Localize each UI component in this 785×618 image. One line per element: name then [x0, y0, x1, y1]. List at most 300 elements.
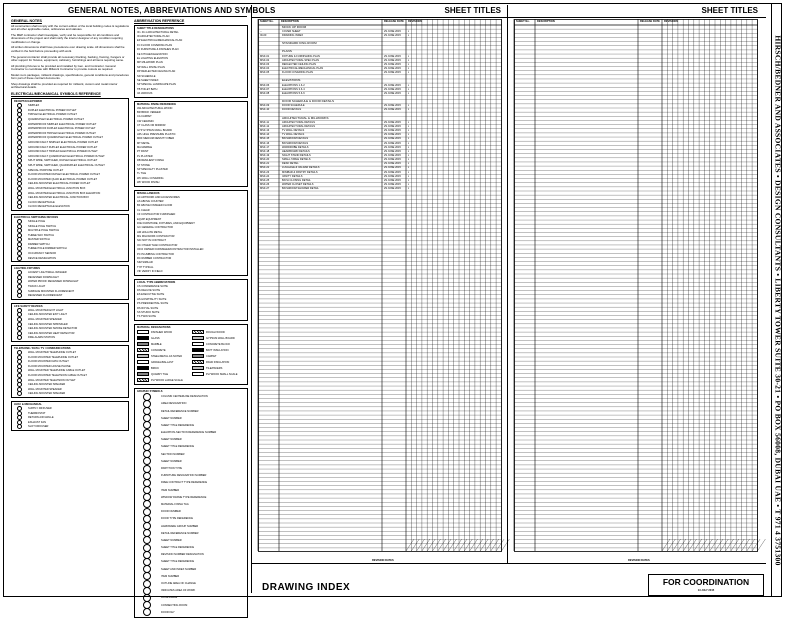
electrical-group-heading: HVAC & MECHANICAL — [14, 403, 42, 407]
abbrev-group-box — [134, 101, 248, 187]
abbrev-row — [137, 443, 245, 450]
material-swatch — [192, 360, 204, 365]
abbrev-label: SHEET TITLE REFERENCE — [161, 546, 195, 550]
release-date: 29 JUNE 2015 — [384, 104, 401, 108]
abbrev-row — [137, 508, 245, 515]
material-label: CONCRETE — [151, 348, 166, 352]
sheet-description: ELEVATIONS 5 & 6 — [282, 91, 305, 95]
revision-date-slash — [496, 539, 504, 551]
release-date: 29 JUNE 2015 — [384, 166, 401, 170]
revision-mark: x — [408, 166, 410, 170]
revision-date-slash — [752, 539, 760, 551]
abbrev-label: MP MILLWORK PLAN — [137, 61, 163, 65]
revision-date-slash — [673, 539, 681, 551]
abbrev-row — [137, 573, 245, 580]
sheet-description: BATHROOM DETAILS — [282, 141, 309, 145]
symbol-label: CEILING MOUNTED SPEAKER — [28, 383, 66, 387]
electrical-heading: ELECTRICAL/MECHANICAL SYMBOLS REFERENCE — [11, 92, 101, 97]
abbrev-row — [137, 580, 245, 587]
sheet-number: MSF-23 — [260, 170, 270, 174]
sheet-description: VANITY DETAILS — [282, 174, 303, 178]
material-swatch — [137, 378, 149, 383]
release-date: 29 JUNE 2015 — [384, 91, 401, 95]
firm-banner-text: HIRSCH/BEDNER AND ASSOCIATES • DESIGN CONSULTANTS • LIBERTY TOWER SUITE 30-21 • PO BOX 56008, DUBAI UAE • T 971 4 3751300 — [773, 34, 783, 566]
symbol-label: WATERPROOF TRIPLEX ELECTRICAL POWER OUTLET — [28, 131, 96, 135]
revision-mark: x — [408, 178, 410, 182]
symbol-row — [14, 256, 126, 261]
abbrev-label: ID • ID-1 ARCHITECTURAL DETAIL — [137, 30, 179, 34]
abbrev-label: CA CARPET — [137, 115, 152, 119]
release-date: 29 JUNE 2015 — [384, 54, 401, 58]
material-row — [192, 371, 245, 377]
sheet-description: DOOR SCHEDULE — [282, 104, 305, 108]
symbol-label: WATERPROOF QUADRUPLEX ELECTRICAL POWER OUTLET — [28, 136, 103, 140]
symbol-label: TRIPLEX ELECTRICAL POWER OUTLET — [28, 113, 77, 117]
sheet-number: MSF-27 — [260, 187, 270, 191]
revision-date-slash — [480, 539, 488, 551]
material-label: ROUGH WOOD — [206, 330, 225, 334]
index-row — [258, 186, 502, 190]
abbrev-label: SECTION NUMBER — [161, 452, 185, 456]
sheet-description: ELEVATIONS 3 & 4 — [282, 87, 305, 91]
sheet-number: MSF-10 — [260, 108, 270, 112]
revision-date-slash — [470, 539, 478, 551]
abbrev-label: PS PRESIDENTIAL SUITE — [137, 302, 169, 306]
material-swatch — [137, 354, 149, 359]
symbol-label: THREE WAY SWITCH — [28, 233, 55, 237]
general-note: Model room packages, millwork drawings, specifications, general conditions and procedures form part of these contract documents. — [11, 72, 129, 81]
electrical-group-box — [11, 265, 129, 300]
abbrev-label: ELEVATION-SECTION REFERENCE NUMBER — [161, 431, 217, 435]
abbrev-group-box — [134, 25, 248, 98]
revision-mark: x — [408, 145, 410, 149]
abbrev-row — [137, 472, 245, 479]
symbol-label: WALL MOUNTED TELEPHONE OUTLET — [28, 350, 77, 354]
sheet-number: MSF-25 — [260, 178, 270, 182]
electrical-group-box — [11, 401, 129, 431]
index-right-header — [514, 19, 758, 25]
release-date: 29 JUNE 2015 — [384, 182, 401, 186]
sheet-number: MSF-22 — [260, 166, 270, 170]
symbol-row — [14, 392, 126, 397]
release-date: 29 JUNE 2015 — [384, 67, 401, 70]
revision-mark: x — [408, 149, 410, 153]
notes-right-column — [134, 19, 248, 614]
symbol-label: WALL MOUNTED TELEVISION OUTLET — [28, 378, 76, 382]
material-label: GLASS — [151, 336, 160, 340]
abbrev-row — [137, 465, 245, 472]
abbrev-label: HPL HIGH PRESSURE PLASTIC — [137, 132, 176, 136]
revision-date-slash — [742, 539, 750, 551]
abbrev-row — [137, 315, 245, 319]
abbrev-label: SHEET AND INDEX NUMBER — [161, 567, 197, 571]
index-left-title-rule — [252, 17, 507, 18]
revision-date-slash — [678, 539, 686, 551]
abbrev-row — [137, 407, 245, 414]
symbol-label: RETURN AIR GRILLE — [28, 416, 54, 420]
index-right-grid — [514, 19, 758, 563]
revision-mark: x — [408, 33, 410, 37]
revision-date-slash — [427, 539, 435, 551]
abbrev-label: TL TILE — [137, 172, 147, 176]
sheet-description: LUGGAGE & VALDAR DETAILS — [282, 166, 320, 170]
sheet-description: WATER CLOSET DETAILS — [282, 182, 314, 186]
material-label: STEEL/METAL AS NOTED — [151, 354, 183, 358]
revision-date-slash — [704, 539, 712, 551]
symbol-label: CEILING MOUNTED SPRINKLER — [28, 322, 68, 326]
symbol-label: CEILING MOUNTED ELECTRICAL JUNCTION BOX — [28, 196, 89, 200]
revision-mark: x — [408, 54, 410, 58]
abbrev-group-box — [134, 190, 248, 276]
abbrev-label: VIF VERIFY IN FIELD — [137, 270, 163, 274]
sheet-number: MSF-13 — [260, 129, 270, 133]
sheet-description: DESK DETAIL — [282, 162, 299, 166]
material-label: FINISHED WOOD — [151, 330, 173, 334]
material-swatch — [137, 366, 149, 371]
sheet-number: MSF-04 — [260, 67, 270, 70]
revision-mark: x — [408, 153, 410, 157]
material-label: RIGID INSULATION — [206, 360, 230, 364]
sheet-description: TV WALL DETAILS — [282, 133, 305, 137]
abbrev-row — [137, 558, 245, 565]
revision-mark: x — [408, 133, 410, 137]
abbrev-row — [137, 422, 245, 429]
electrical-group-heading: RECEPTACLE/POWER — [14, 100, 42, 104]
abbrev-label: FURNITURE DESIGNATION NUMBER — [161, 474, 207, 478]
abbrev-row — [137, 181, 245, 185]
abbrev-label: WINDOW FRAME TYPE REFERENCE — [161, 495, 207, 499]
symbol-icon — [17, 204, 22, 209]
electrical-group-box — [11, 303, 129, 342]
symbol-label: CEILING MOUNTED ELECTRICAL POWER OUTLET — [28, 182, 91, 186]
col-header-description: DESCRIPTION — [281, 20, 299, 23]
revision-mark: x — [408, 137, 410, 141]
abbrev-label: DOOR KEY — [161, 610, 175, 614]
abbrev-label: CT CLASS OR MIRROR — [137, 124, 166, 128]
abbrev-row — [137, 429, 245, 436]
symbol-label: WALL MOUNTED EXIT LIGHT — [28, 308, 64, 312]
symbol-label: SLOT DIFFUSER — [28, 425, 49, 429]
sheet-number: MSF-02 — [260, 58, 270, 62]
group-heading: MOCK UP ROOM — [282, 24, 307, 29]
material-swatch — [192, 330, 204, 335]
abbrev-label: GYP GYPSUM WALL BOARD — [137, 128, 172, 132]
symbol-icon — [17, 256, 22, 261]
revision-date-slash — [683, 539, 691, 551]
abbrev-label: OC OTHER THAN CONTRACTOR — [137, 243, 178, 247]
revision-mark: x — [408, 104, 410, 108]
abbrev-row — [137, 551, 245, 558]
material-swatch — [137, 360, 149, 365]
abbrev-label: EP ELECTRICAL/MECHANICAL PLAN — [137, 39, 183, 43]
release-date: 29 JUNE 2015 — [384, 187, 401, 191]
index-right-title-rule — [508, 17, 766, 18]
abbrev-group-heading: MISCELLANEOUS — [137, 191, 160, 195]
abbrev-group-box — [134, 388, 248, 618]
revision-mark: x — [408, 174, 410, 178]
revision-date-slash — [433, 539, 441, 551]
release-date: 29 JUNE 2015 — [384, 141, 401, 145]
revision-date-slash — [417, 539, 425, 551]
abbrev-label: OUTLINE AREA OF CHANGE — [161, 582, 196, 586]
sheet-number: MSF-16 — [260, 141, 270, 145]
release-date: 29 JUNE 2015 — [384, 124, 401, 128]
abbrev-label: DETAIL REFERENCE NUMBER — [161, 409, 199, 413]
abbrev-label: DS DELUXE SUITE — [137, 289, 161, 292]
vertical-banner — [771, 3, 784, 597]
sheet-number: MSF-05 — [260, 71, 270, 75]
revision-date-slash — [689, 539, 697, 551]
revision-date-slash — [662, 539, 670, 551]
revision-date-slash — [411, 539, 419, 551]
abbrev-label: HARDWARE GROUP NUMBER — [161, 524, 199, 528]
symbol-icon — [17, 424, 22, 429]
material-label: CARPET — [206, 354, 217, 358]
sheet-description: COVER SHEET — [282, 29, 301, 33]
release-date: 29 JUNE 2015 — [384, 62, 401, 66]
abbrev-label: GC GENERAL CONTRACTOR — [137, 226, 173, 230]
abbrev-label: PL PLASTER — [137, 154, 153, 158]
sheet-number: MSF-03 — [260, 62, 270, 66]
revision-mark: x — [408, 158, 410, 162]
abbrev-row — [137, 530, 245, 537]
revision-mark: x — [408, 62, 410, 66]
electrical-groups — [11, 98, 129, 431]
sheet-number: MSF-19 — [260, 153, 270, 157]
material-swatch — [192, 342, 204, 347]
revision-date-slash — [438, 539, 446, 551]
electrical-group-box — [11, 345, 129, 398]
material-swatch — [137, 336, 149, 341]
abbrev-label: EL LIGHTING ELEVATION — [137, 57, 168, 61]
abbrev-group-heading: GRAPHIC SYMBOLS — [137, 390, 163, 394]
symbol-label: QUADRUPLEX ELECTRICAL POWER OUTLET — [28, 118, 84, 122]
release-date: 29 JUNE 2015 — [384, 137, 401, 141]
revision-mark: x — [408, 129, 410, 133]
sheet-number: MSF-11 — [260, 120, 270, 124]
material-label: QUARRY TILE — [151, 372, 169, 376]
sheet-number: MSF-15 — [260, 137, 270, 141]
symbol-label: ACCENT LIGHT/WALL WASHER — [28, 271, 67, 275]
revision-date-slash — [694, 539, 702, 551]
abbrev-row — [137, 594, 245, 601]
symbol-label: GROUND FAULT DUPLEX ELECTRICAL POWER OUTLET — [28, 145, 98, 149]
abbrev-label: BF ABOVE FINISHED FLOOR — [137, 204, 173, 208]
symbol-label: WALL MOUNTED TELEPHONE CABLE OUTLET — [28, 369, 86, 373]
sheet-number: MSF-24 — [260, 174, 270, 178]
revision-date-slash — [747, 539, 755, 551]
group-heading: ARCHITECTURAL & MILLWORKS — [282, 115, 329, 120]
abbrev-label: PC PLUMBING CONTRACTOR — [137, 252, 174, 256]
col-header-release-date: RELEASE DATE — [384, 20, 404, 23]
symbol-label: GROUND FAULT TRIPLEX ELECTRICAL POWER OUTLET — [28, 150, 98, 154]
release-date: 29 JUNE 2015 — [384, 120, 401, 124]
abbrev-label: WF WOOD FINISH — [137, 181, 160, 185]
abbrev-label: TB TOILET BATH — [137, 87, 158, 91]
material-swatch — [192, 336, 204, 341]
sheet-description: SMALL TABLE DETAILS — [282, 158, 311, 162]
revision-mark: x — [408, 108, 410, 112]
sheet-description: ELEVATIONS 1 & 2 — [282, 83, 305, 87]
grid-frame — [515, 20, 758, 552]
abbrev-groups — [134, 25, 248, 618]
symbol-label: MASTER SWITCH — [28, 238, 50, 242]
revision-date-slash — [757, 539, 765, 551]
sheet-description: FIXTURE & FURNISHING PLAN — [282, 54, 320, 58]
index-right-title: SHEET TITLES — [701, 6, 758, 15]
col-header-revisions: REVISIONS — [408, 20, 423, 23]
abbrev-row — [137, 486, 245, 493]
symbol-label: FLOOR MOUNTED TELEVISION CABLE OUTLET — [28, 373, 87, 377]
sheet-number: MSF-17 — [260, 145, 270, 149]
abbrev-row — [137, 609, 245, 616]
general-note: All written dimensions shall have precedence over drawing scale. All dimensions shall be verified in the field before proceeding with work. — [11, 45, 125, 53]
abbrev-row — [137, 436, 245, 443]
material-row — [137, 377, 190, 383]
abbrev-row — [137, 537, 245, 544]
release-date: 29 JUNE 2015 — [384, 145, 401, 149]
abbrev-row — [137, 451, 245, 458]
symbol-label: FLOOR MOUNTED DUPLEX ELECTRICAL POWER OUTLET — [28, 173, 100, 177]
material-label: TILE/PAVERS — [206, 366, 223, 370]
material-label: GRAVEL/BALLAST — [151, 360, 174, 364]
revision-date-slash — [736, 539, 744, 551]
material-swatch — [137, 330, 149, 335]
symbol-label: CEILING MOUNTED SMOKE DETECTOR — [28, 327, 78, 331]
abbrev-label: SE SHEET INDEX — [137, 78, 159, 82]
abbrev-label: NP WALL FINISH PLAN — [137, 65, 165, 69]
revision-mark: x — [408, 187, 410, 191]
group-heading: ELEVATIONS — [282, 78, 301, 83]
abbrev-label: AC ARTWORK AND ACCESSORIES — [137, 195, 180, 199]
revision-mark: x — [408, 83, 410, 87]
revision-date-slash — [443, 539, 451, 551]
abbrev-row — [137, 400, 245, 407]
electrical-group-heading: LIFE SAFETY DEVICES — [14, 305, 43, 309]
symbol-label: FIRE ALARM STATION — [28, 336, 55, 340]
abbrev-label: SHEET NUMBER — [161, 538, 182, 542]
abbrev-label: SHEET TITLE REFERENCE — [161, 445, 195, 449]
electrical-group-heading: TELEPHONE / DATA / TV / COMMUNICATIONS — [14, 347, 71, 351]
sheet-number: MSF-07 — [260, 87, 270, 91]
drawing-title: DRAWING INDEX — [262, 582, 351, 593]
symbol-label: RECESSED FLUORESCENT — [28, 294, 63, 298]
abbrev-row — [137, 501, 245, 508]
sheet-description: REFLECTED CEILING PLAN — [282, 62, 317, 66]
status-date: 13 JULY 2015 — [697, 589, 715, 592]
abbrev-row — [137, 601, 245, 608]
sheet-number: MSF-12 — [260, 124, 270, 128]
material-label: PLYWOOD SMALL SCALE — [206, 372, 238, 376]
symbol-label: SIMPLEX — [28, 104, 40, 108]
col-header-sheet-no: SHEET No. — [260, 20, 274, 23]
release-date: 29 JUNE 2015 — [384, 108, 401, 112]
abbrev-label: ITEM NUMBER — [161, 574, 180, 578]
release-date: 29 JUNE 2015 — [384, 129, 401, 133]
sheet-description: DOOR DETAILS — [282, 108, 302, 112]
revision-mark: x — [408, 170, 410, 174]
graphic-symbol-icon — [143, 608, 151, 616]
abbrev-row — [137, 566, 245, 573]
release-date: 29 JUNE 2015 — [384, 87, 401, 91]
symbol-icon — [17, 293, 22, 298]
abbrev-label: MATERIAL FINISH TAG — [161, 502, 189, 506]
col-header-release-date: RELEASE DATE — [640, 20, 660, 23]
revision-dates-label-right: REVISION DATES — [628, 559, 650, 562]
revision-mark: x — [408, 124, 410, 128]
revision-mark: x — [408, 162, 410, 166]
revision-mark: x — [408, 91, 410, 95]
material-swatch — [137, 348, 149, 353]
abbrev-label: DOOR TYPE REFERENCE — [161, 517, 193, 521]
group-heading: PLANS — [282, 49, 292, 54]
status-text: FOR COORDINATION — [662, 577, 750, 587]
sheet-number: MSF-14 — [260, 133, 270, 137]
material-label: PLYWOOD LARGE SCALE — [151, 378, 183, 382]
abbrev-label: SP SPECIAL LANDSCAPE PLAN — [137, 83, 176, 87]
revision-mark: x — [408, 87, 410, 91]
sheet-description: ELECTRICAL/MECHANICAL PLAN — [282, 67, 324, 70]
abbrev-group-box — [134, 324, 248, 385]
symbol-label: CLOCK RECEPTACLE ELEVATION — [28, 205, 70, 209]
release-date: 29 JUNE 2015 — [384, 149, 401, 153]
abbrev-label: FF FURNITURE & FINISHES PLAN — [137, 48, 179, 52]
material-label: MARBLE — [151, 342, 162, 346]
notes-panel-title: GENERAL NOTES, ABBREVIATIONS AND SYMBOLS — [68, 6, 276, 15]
sheet-description: MINIBAR & PANTRY DETAILS — [282, 170, 318, 174]
abbrev-label: SHEET TITLE REFERENCE — [161, 423, 195, 427]
symbol-label: THREE POLE DIMMER SWITCH — [28, 247, 67, 251]
abbrev-label: SP SPECIALTY PLASTER — [137, 168, 168, 172]
group-heading: STANDARD KING ROOM — [282, 41, 317, 46]
symbol-label: MULTIPLE POLE SWITCH — [28, 229, 60, 233]
abbrev-label: MA MARBLE — [137, 146, 153, 150]
abbrev-label: DOOR NUMBER — [161, 510, 181, 514]
symbol-row — [14, 424, 126, 429]
revision-date-slash — [699, 539, 707, 551]
abbrev-group-heading: MATERIAL FINISH REFERENCE — [137, 102, 177, 106]
abbrev-label: SHEET NUMBER — [161, 459, 182, 463]
abbrev-label: DETAIL REFERENCE NUMBER — [161, 531, 199, 535]
abbrev-label: HM HOLLOW METAL — [137, 230, 163, 234]
symbol-label: OCCUPANCY SENSOR — [28, 252, 57, 256]
revision-date-slash — [475, 539, 483, 551]
abbrev-label: SIM SIMILAR — [137, 261, 153, 265]
abbrev-group-heading: MATERIAL DESIGNATIONS — [137, 326, 171, 330]
release-date: 29 JUNE 2015 — [384, 83, 401, 87]
symbol-label: FLOOR MOUNTED TELEPHONE OUTLET — [28, 355, 79, 359]
release-date: 29 JUNE 2015 — [384, 170, 401, 174]
sheet-number: MSF-20 — [260, 158, 270, 162]
symbol-label: SURFACE MOUNTED FLUORESCENT — [28, 289, 75, 293]
revision-mark: x — [408, 29, 410, 33]
sheet-description: HEADBOARD DETAILS — [282, 149, 310, 153]
index-left-rows — [258, 25, 502, 191]
sheet-number: MSF-21 — [260, 162, 270, 166]
abbrev-label: MDF MEDIUM DENSITY FIBER — [137, 137, 175, 141]
general-note: All construction shall comply with the current edition of the local building codes & regulations and all other applicable codes, ordinances and statutes. — [11, 24, 129, 32]
abbrev-label: EQUIP EQUIPMENT — [137, 217, 162, 221]
abbrev-label: ES EXECUTIVE SUITE — [137, 293, 165, 297]
index-left-title: SHEET TITLES — [444, 6, 501, 15]
revision-date-slash — [454, 539, 462, 551]
sheet-number: MSF-01 — [260, 54, 270, 58]
sheet-description: TV WALL DETAILS — [282, 129, 305, 133]
release-date: 29 JUNE 2015 — [384, 162, 401, 166]
title-underline — [11, 16, 247, 17]
electrical-group-heading: LIGHTING FIXTURES — [14, 267, 40, 271]
release-date: 29 JUNE 2015 — [384, 58, 401, 62]
